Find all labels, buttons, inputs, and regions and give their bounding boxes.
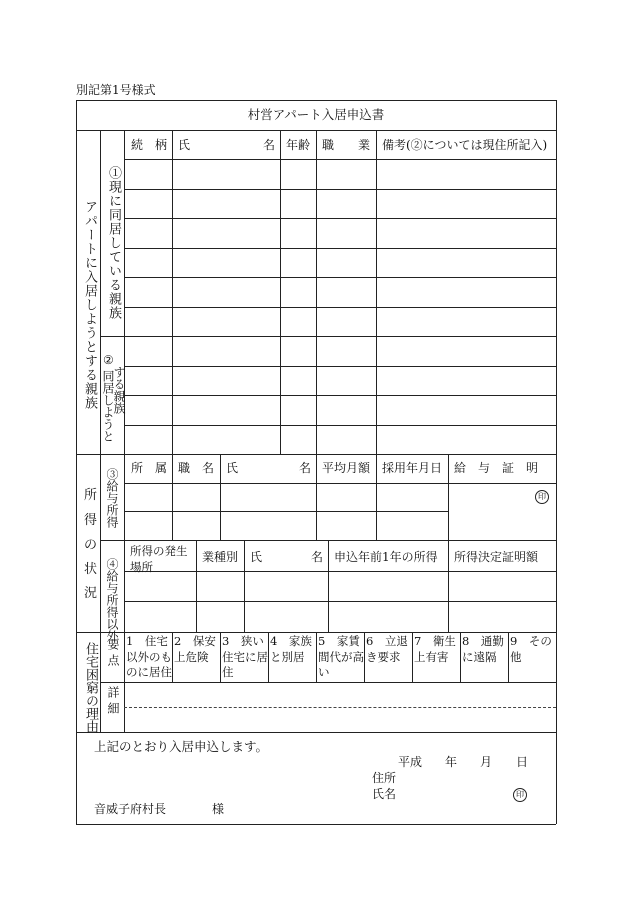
- reason-item: 1 住宅以外のものに居住: [126, 634, 172, 680]
- day-label: 日: [516, 755, 529, 769]
- salary-certificate-seal: 印: [535, 490, 549, 504]
- salary-income-label: ③給与所得: [105, 468, 119, 528]
- summary-label: 要点: [106, 638, 120, 670]
- header-prior-year-income: 申込年前1年の所得: [334, 550, 438, 564]
- header-surname-3: 氏: [250, 550, 263, 564]
- detail-label: 詳細: [106, 686, 120, 718]
- month-label: 月: [480, 755, 493, 769]
- header-surname: 氏: [178, 138, 191, 152]
- reason-item: 2 保安上危険: [174, 634, 216, 664]
- year-label: 年: [445, 755, 458, 769]
- header-surname-2: 氏: [226, 461, 239, 475]
- header-hire-date: 採用年月日: [382, 461, 443, 475]
- form-number: 別記第1号様式: [76, 83, 156, 97]
- reason-item: 9 その他: [510, 634, 552, 664]
- header-salary-certificate: 給 与 証 明: [454, 461, 539, 475]
- addressee: 音威子府村長: [94, 802, 167, 816]
- reason-item: 6 立退き要求: [366, 634, 408, 664]
- header-income-source: 所得の発生場所: [130, 544, 188, 574]
- header-certified-income: 所得決定証明額: [454, 550, 539, 564]
- applicant-seal: 印: [513, 788, 527, 802]
- reason-item: 3 狭い住宅に居住: [222, 634, 268, 680]
- header-occupation: 職 業: [322, 138, 371, 152]
- header-relation: 続 柄: [131, 138, 168, 152]
- header-given-name: 名: [263, 138, 276, 152]
- reason-item: 8 通勤に遠隔: [462, 634, 504, 664]
- family-section-label: アパートに入居しようとする親族: [82, 200, 97, 410]
- header-age: 年齢: [286, 138, 311, 152]
- header-industry: 業種別: [202, 550, 239, 564]
- application-statement: 上記のとおり入居申込します。: [94, 739, 269, 754]
- reason-item: 4 家族と別居: [270, 634, 312, 664]
- honorific: 様: [212, 802, 225, 816]
- header-given-name-2: 名: [299, 461, 312, 475]
- hardship-section-label: 住宅困窮の理由: [83, 642, 98, 733]
- form-title: 村営アパート入居申込書: [247, 107, 385, 122]
- header-job-title: 職 名: [178, 461, 215, 475]
- header-remarks: 備考(②については現住所記入): [382, 138, 548, 152]
- header-monthly-average: 平均月額: [322, 461, 371, 475]
- header-affiliation: 所 属: [131, 461, 168, 475]
- other-income-label: ④給与所得以外: [105, 558, 119, 642]
- address-label: 住所: [372, 771, 397, 785]
- era-label: 平成: [398, 755, 423, 769]
- name-label: 氏名: [372, 787, 397, 801]
- header-given-name-3: 名: [311, 550, 324, 564]
- reason-item: 7 衛生上有害: [414, 634, 456, 664]
- current-family-label: ①現に同居している親族: [106, 166, 121, 320]
- reason-item: 5 家賃間代が高い: [318, 634, 364, 680]
